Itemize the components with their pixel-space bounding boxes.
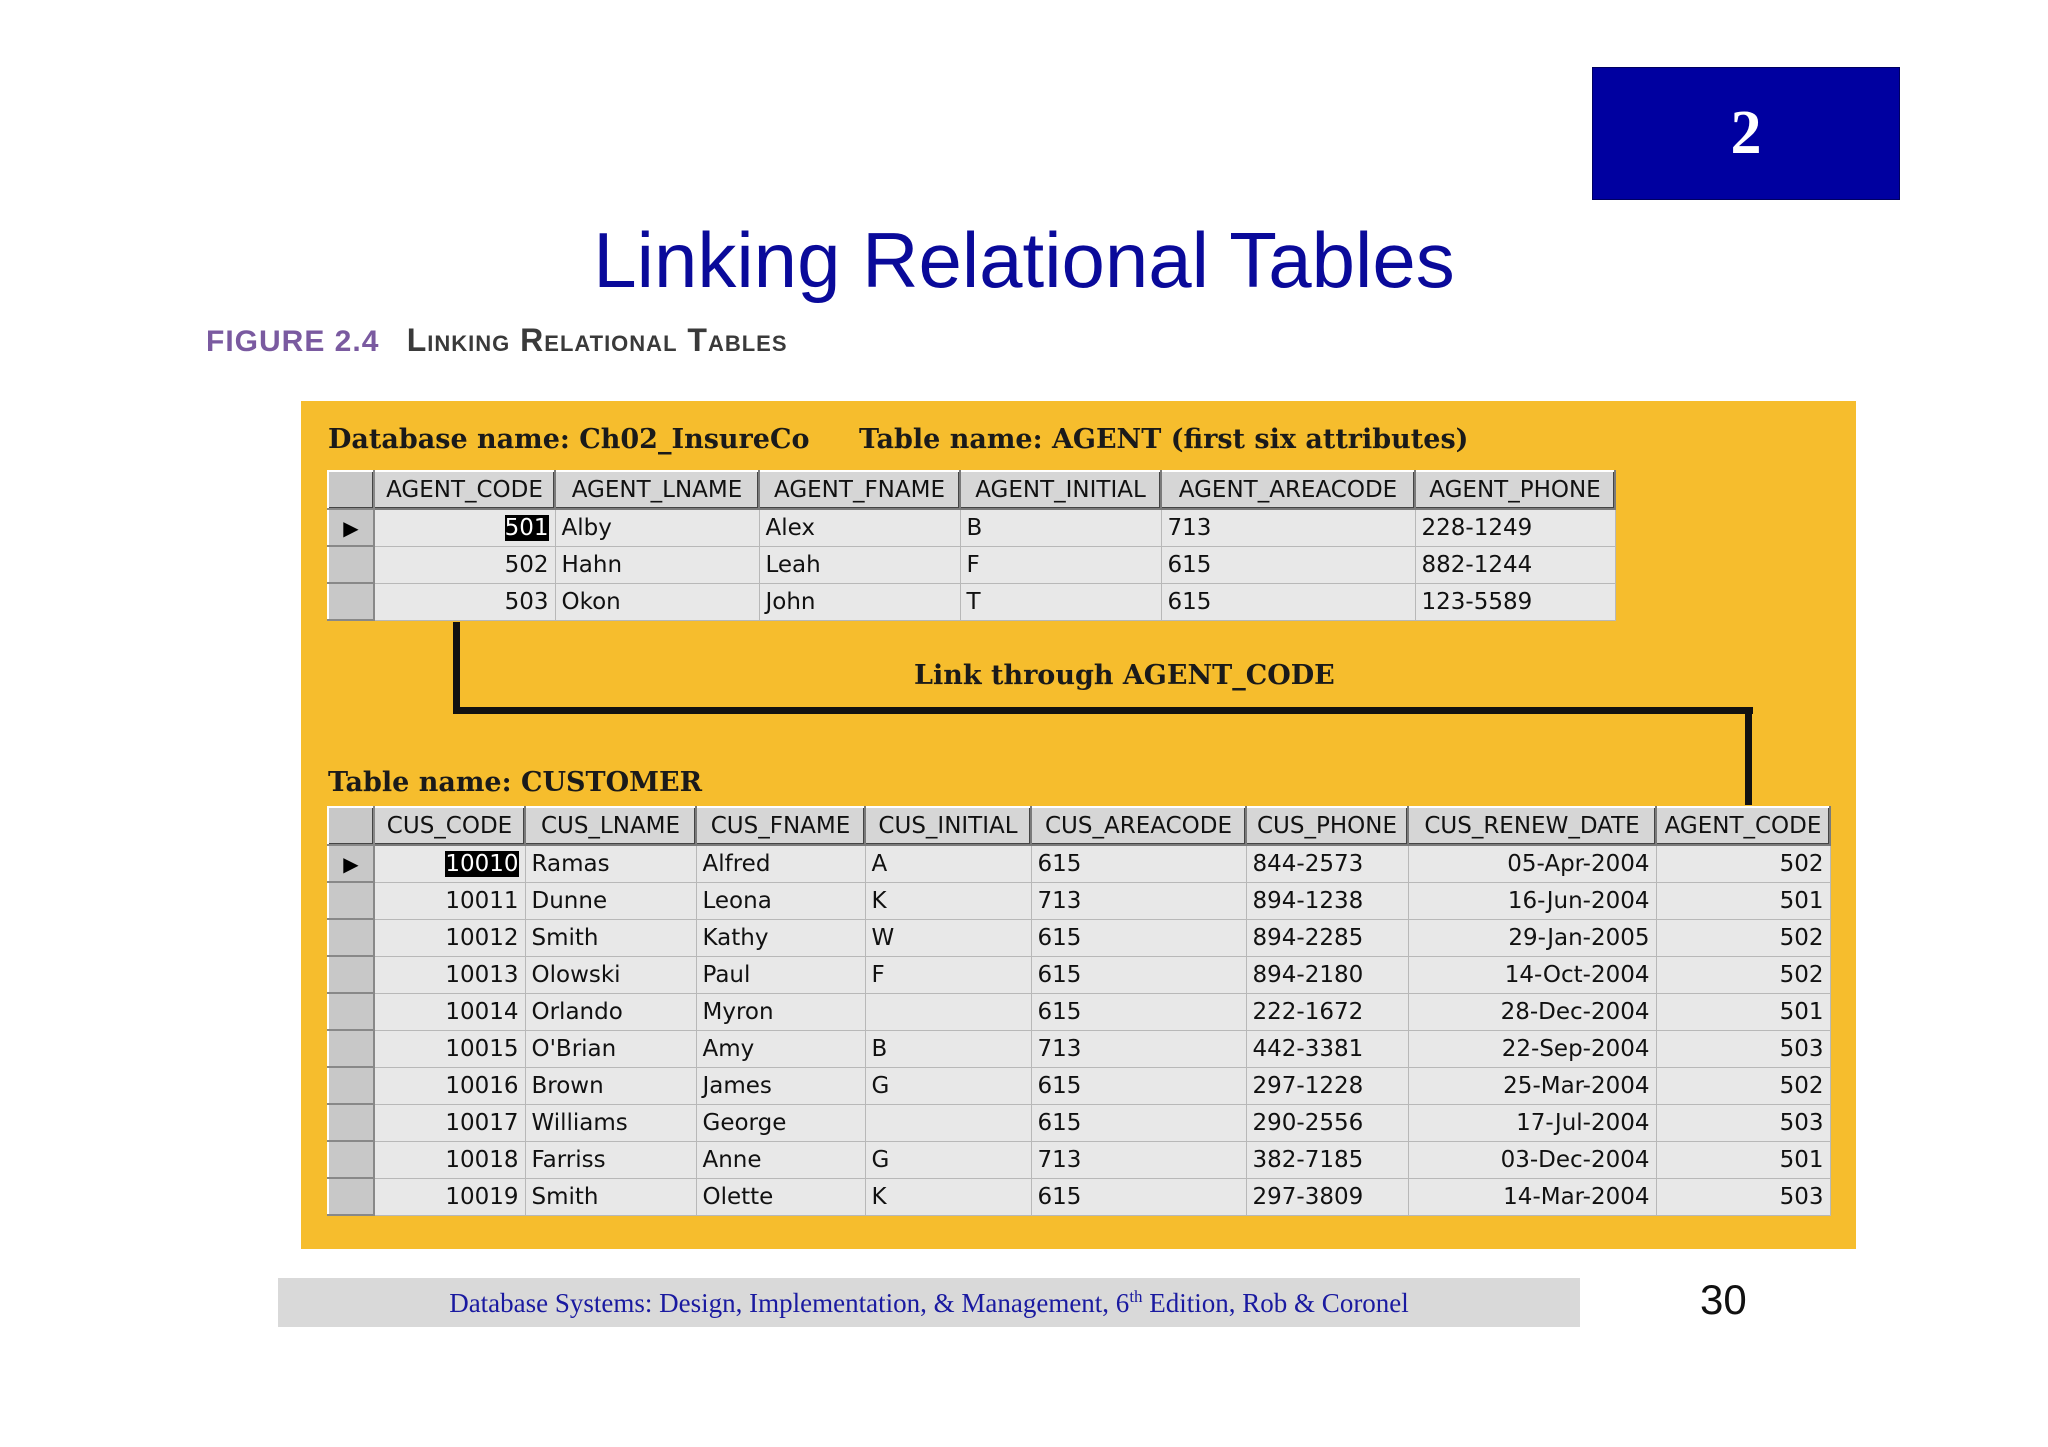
table-cell[interactable]: [1408, 956, 1656, 993]
row-selector[interactable]: [328, 845, 374, 882]
slide-title: Linking Relational Tables: [593, 216, 1455, 304]
cell-value: 501: [1779, 887, 1824, 914]
column-header-cus-phone[interactable]: CUS_PHONE: [1246, 807, 1408, 845]
table-cell[interactable]: [865, 1104, 1031, 1141]
table-cell[interactable]: [865, 956, 1031, 993]
cell-value: 29-Jan-2005: [1508, 924, 1650, 951]
cell-value: 501: [1779, 998, 1824, 1025]
cell-value: 382-7185: [1252, 1146, 1364, 1173]
cell-value: 615: [1167, 588, 1212, 615]
table-cell[interactable]: [374, 1067, 525, 1104]
table-cell[interactable]: [1161, 546, 1415, 583]
cell-value: K: [871, 887, 887, 914]
customer-table: [327, 806, 1831, 1216]
column-header-cus-initial[interactable]: CUS_INITIAL: [865, 807, 1031, 845]
cell-value: Farriss: [531, 1146, 606, 1173]
cell-value: G: [871, 1072, 890, 1099]
cell-value: John: [765, 588, 816, 615]
table-cell[interactable]: [865, 845, 1031, 882]
row-selector[interactable]: [328, 583, 374, 620]
table-cell[interactable]: [1031, 1141, 1246, 1178]
table-cell[interactable]: [1031, 845, 1246, 882]
cell-value: 502: [1779, 924, 1824, 951]
database-name-label: Database name: Ch02_InsureCo: [328, 424, 810, 455]
cell-value: 615: [1037, 961, 1082, 988]
table-cell[interactable]: [525, 1030, 696, 1067]
table-cell[interactable]: [1246, 845, 1408, 882]
cell-value: George: [702, 1109, 787, 1136]
table-cell[interactable]: [1246, 1141, 1408, 1178]
cell-value: 442-3381: [1252, 1035, 1364, 1062]
table-cell[interactable]: [1246, 1067, 1408, 1104]
cell-value: 615: [1037, 1183, 1082, 1210]
table-cell[interactable]: [1031, 956, 1246, 993]
cell-value: Leah: [765, 551, 821, 578]
cell-value: Okon: [561, 588, 621, 615]
cell-value: 615: [1037, 998, 1082, 1025]
cell-value: A: [871, 850, 888, 877]
table-cell[interactable]: [1656, 1030, 1830, 1067]
column-header-cus-code[interactable]: CUS_CODE: [374, 807, 525, 845]
cell-value: 894-2180: [1252, 961, 1364, 988]
table-cell[interactable]: [1246, 956, 1408, 993]
table-cell[interactable]: [1415, 509, 1615, 546]
table-row[interactable]: [328, 919, 1830, 956]
row-selector[interactable]: [328, 546, 374, 583]
table-cell[interactable]: [865, 1141, 1031, 1178]
cell-value: 503: [504, 588, 549, 615]
figure-title: Linking Relational Tables: [406, 322, 788, 358]
cell-value: 501: [1779, 1146, 1824, 1173]
cell-value: Orlando: [531, 998, 623, 1025]
cell-value: 615: [1037, 924, 1082, 951]
table-cell[interactable]: [1246, 1104, 1408, 1141]
table-cell[interactable]: [374, 546, 555, 583]
table-cell[interactable]: [960, 583, 1161, 620]
cell-value: 502: [504, 551, 549, 578]
column-header-cus-fname[interactable]: CUS_FNAME: [696, 807, 865, 845]
table-cell[interactable]: [1408, 919, 1656, 956]
row-selector[interactable]: [328, 1030, 374, 1067]
table-cell[interactable]: [1408, 1030, 1656, 1067]
cell-value: Myron: [702, 998, 774, 1025]
table-cell[interactable]: [1161, 583, 1415, 620]
column-header-agent-code[interactable]: AGENT_CODE: [374, 471, 555, 509]
table-cell[interactable]: [555, 583, 759, 620]
table-cell[interactable]: [1415, 583, 1615, 620]
table-row[interactable]: [328, 956, 1830, 993]
cell-value: 10016: [445, 1072, 519, 1099]
cell-value: Brown: [531, 1072, 604, 1099]
table-cell[interactable]: [759, 509, 960, 546]
row-selector[interactable]: [328, 993, 374, 1030]
cell-value: 615: [1037, 850, 1082, 877]
table-cell[interactable]: [1656, 882, 1830, 919]
table-cell[interactable]: [1408, 1104, 1656, 1141]
table-cell[interactable]: [525, 882, 696, 919]
cell-value: 894-2285: [1252, 924, 1364, 951]
column-header-agent-areacode[interactable]: AGENT_AREACODE: [1161, 471, 1415, 509]
table-cell[interactable]: [1656, 919, 1830, 956]
cell-value: 297-1228: [1252, 1072, 1364, 1099]
cell-value: O'Brian: [531, 1035, 617, 1062]
table-cell[interactable]: [759, 583, 960, 620]
cell-value: 10013: [445, 961, 519, 988]
cell-value: 03-Dec-2004: [1500, 1146, 1650, 1173]
table-cell[interactable]: [696, 1104, 865, 1141]
table-row[interactable]: [328, 1030, 1830, 1067]
table-cell[interactable]: [1031, 1067, 1246, 1104]
cell-value: 844-2573: [1252, 850, 1364, 877]
cell-value: G: [871, 1146, 890, 1173]
table-cell[interactable]: [555, 546, 759, 583]
table-cell[interactable]: [374, 956, 525, 993]
column-header-agent-phone[interactable]: AGENT_PHONE: [1415, 471, 1615, 509]
table-cell[interactable]: [1031, 1030, 1246, 1067]
cell-value: 615: [1167, 551, 1212, 578]
cell-value: 10017: [445, 1109, 519, 1136]
table-cell[interactable]: [865, 919, 1031, 956]
cell-value: W: [871, 924, 895, 951]
cell-value: Leona: [702, 887, 772, 914]
table-cell[interactable]: [374, 1178, 525, 1215]
table-cell[interactable]: [1161, 509, 1415, 546]
cell-value: 713: [1037, 1146, 1082, 1173]
cell-value: 16-Jun-2004: [1507, 887, 1650, 914]
cell-value: 713: [1037, 1035, 1082, 1062]
table-cell[interactable]: [1415, 546, 1615, 583]
cell-value: F: [966, 551, 980, 578]
cell-value: 25-Mar-2004: [1503, 1072, 1650, 1099]
footer-superscript: th: [1129, 1286, 1143, 1306]
table-cell[interactable]: [374, 993, 525, 1030]
cell-value: 503: [1779, 1109, 1824, 1136]
cell-value: Ramas: [531, 850, 610, 877]
table-cell[interactable]: [865, 993, 1031, 1030]
table-cell[interactable]: [374, 845, 525, 882]
agent-table: [327, 470, 1616, 621]
table-cell[interactable]: [865, 1030, 1031, 1067]
cell-value: Amy: [702, 1035, 755, 1062]
current-record-pointer-icon: ▶: [343, 851, 359, 876]
table-cell[interactable]: [1246, 919, 1408, 956]
table-cell[interactable]: [374, 1141, 525, 1178]
cell-value: 05-Apr-2004: [1507, 850, 1650, 877]
table-row[interactable]: [328, 1067, 1830, 1104]
table-cell[interactable]: [525, 993, 696, 1030]
table-cell[interactable]: [865, 882, 1031, 919]
table-cell[interactable]: [1656, 993, 1830, 1030]
cell-value: 14-Oct-2004: [1504, 961, 1650, 988]
table-cell[interactable]: [1656, 956, 1830, 993]
cell-value: 615: [1037, 1109, 1082, 1136]
table-cell[interactable]: [696, 845, 865, 882]
current-record-pointer-icon: ▶: [343, 515, 359, 540]
row-selector[interactable]: [328, 1141, 374, 1178]
cell-value: Smith: [531, 1183, 599, 1210]
cell-value: Olowski: [531, 961, 621, 988]
table-cell[interactable]: [696, 1030, 865, 1067]
link-connector-horizontal: [453, 707, 1753, 714]
table-cell[interactable]: [696, 919, 865, 956]
cell-value: 503: [1779, 1183, 1824, 1210]
cell-value: Kathy: [702, 924, 769, 951]
table-cell[interactable]: [525, 1141, 696, 1178]
table-row[interactable]: [328, 882, 1830, 919]
cell-value: 297-3809: [1252, 1183, 1364, 1210]
cell-value: 228-1249: [1421, 514, 1533, 541]
figure-number: FIGURE 2.4: [206, 325, 380, 358]
row-selector-header[interactable]: [328, 807, 374, 845]
cell-value: Olette: [702, 1183, 774, 1210]
cell-value: 10015: [445, 1035, 519, 1062]
cell-value: Dunne: [531, 887, 608, 914]
table-cell[interactable]: [1656, 1141, 1830, 1178]
table-cell[interactable]: [525, 956, 696, 993]
table-cell[interactable]: [555, 509, 759, 546]
table-cell[interactable]: [374, 882, 525, 919]
cell-value: B: [871, 1035, 888, 1062]
cell-value: 10014: [445, 998, 519, 1025]
cell-value: 10010: [445, 850, 519, 877]
table-cell[interactable]: [374, 1030, 525, 1067]
table-row[interactable]: [328, 1141, 1830, 1178]
cell-value: 713: [1037, 887, 1082, 914]
footer-bar: [278, 1278, 1580, 1327]
table-cell[interactable]: [1656, 1104, 1830, 1141]
cell-value: Alby: [561, 514, 612, 541]
table-cell[interactable]: [525, 845, 696, 882]
table-cell[interactable]: [865, 1178, 1031, 1215]
chapter-number-badge: 2: [1592, 67, 1900, 200]
table-row[interactable]: [328, 583, 1615, 620]
table-cell[interactable]: [525, 919, 696, 956]
table-row[interactable]: [328, 1104, 1830, 1141]
link-connector-left: [453, 622, 460, 714]
cell-value: Williams: [531, 1109, 628, 1136]
row-selector[interactable]: [328, 919, 374, 956]
table-row[interactable]: [328, 509, 1615, 546]
table-row[interactable]: [328, 845, 1830, 882]
table-cell[interactable]: [525, 1104, 696, 1141]
table-cell[interactable]: [525, 1178, 696, 1215]
table-cell[interactable]: [1246, 882, 1408, 919]
column-header-cus-areacode[interactable]: CUS_AREACODE: [1031, 807, 1246, 845]
table-cell[interactable]: [960, 546, 1161, 583]
cell-value: 10012: [445, 924, 519, 951]
cell-value: James: [702, 1072, 772, 1099]
cell-value: K: [871, 1183, 887, 1210]
row-selector[interactable]: [328, 1178, 374, 1215]
link-label: Link through AGENT_CODE: [914, 660, 1335, 691]
cell-value: 501: [504, 514, 549, 541]
cell-value: 123-5589: [1421, 588, 1533, 615]
column-header-agent-fname[interactable]: AGENT_FNAME: [759, 471, 960, 509]
table-cell[interactable]: [525, 1067, 696, 1104]
table-cell[interactable]: [1656, 1067, 1830, 1104]
table-cell[interactable]: [1246, 1030, 1408, 1067]
cell-value: B: [966, 514, 983, 541]
table-cell[interactable]: [1656, 845, 1830, 882]
cell-value: 290-2556: [1252, 1109, 1364, 1136]
table-cell[interactable]: [374, 1104, 525, 1141]
row-selector-header[interactable]: [328, 471, 374, 509]
cell-value: Smith: [531, 924, 599, 951]
row-selector[interactable]: [328, 509, 374, 546]
cell-value: F: [871, 961, 885, 988]
cell-value: 615: [1037, 1072, 1082, 1099]
table-cell[interactable]: [1408, 845, 1656, 882]
cell-value: 14-Mar-2004: [1503, 1183, 1650, 1210]
table-cell[interactable]: [374, 919, 525, 956]
table-cell[interactable]: [865, 1067, 1031, 1104]
row-selector[interactable]: [328, 1067, 374, 1104]
table-cell[interactable]: [696, 1178, 865, 1215]
footer-text-tail: Edition, Rob & Coronel: [1142, 1287, 1409, 1318]
cell-value: 17-Jul-2004: [1516, 1109, 1650, 1136]
page-number: 30: [1700, 1276, 1747, 1323]
column-header-agent-initial[interactable]: AGENT_INITIAL: [960, 471, 1161, 509]
table-cell[interactable]: [1408, 1141, 1656, 1178]
cell-value: 502: [1779, 1072, 1824, 1099]
table-cell[interactable]: [759, 546, 960, 583]
figure-caption: [206, 322, 788, 359]
cell-value: Anne: [702, 1146, 762, 1173]
cell-value: T: [966, 588, 981, 615]
table-cell[interactable]: [1656, 1178, 1830, 1215]
cell-value: 713: [1167, 514, 1212, 541]
table-cell[interactable]: [696, 956, 865, 993]
column-header-agent-code[interactable]: AGENT_CODE: [1656, 807, 1830, 845]
cell-value: 10011: [445, 887, 519, 914]
row-selector[interactable]: [328, 956, 374, 993]
table-cell[interactable]: [1408, 993, 1656, 1030]
table-cell[interactable]: [1031, 1178, 1246, 1215]
table-cell[interactable]: [1031, 993, 1246, 1030]
table-cell[interactable]: [696, 1067, 865, 1104]
cell-value: Hahn: [561, 551, 623, 578]
table-cell[interactable]: [1408, 1178, 1656, 1215]
table-cell[interactable]: [1031, 919, 1246, 956]
table-cell[interactable]: [1031, 882, 1246, 919]
footer-text: [449, 1287, 1409, 1319]
cell-value: 502: [1779, 850, 1824, 877]
table-cell[interactable]: [696, 882, 865, 919]
row-selector[interactable]: [328, 882, 374, 919]
column-header-cus-renew-date[interactable]: CUS_RENEW_DATE: [1408, 807, 1656, 845]
cell-value: 894-1238: [1252, 887, 1364, 914]
table-cell[interactable]: [1408, 882, 1656, 919]
table-cell[interactable]: [696, 993, 865, 1030]
cell-value: 22-Sep-2004: [1501, 1035, 1650, 1062]
cell-value: Paul: [702, 961, 751, 988]
cell-value: 503: [1779, 1035, 1824, 1062]
cell-value: 222-1672: [1252, 998, 1364, 1025]
table-cell[interactable]: [1246, 1178, 1408, 1215]
table-cell[interactable]: [374, 583, 555, 620]
table-cell[interactable]: [374, 509, 555, 546]
cell-value: 502: [1779, 961, 1824, 988]
column-header-agent-lname[interactable]: AGENT_LNAME: [555, 471, 759, 509]
column-header-cus-lname[interactable]: CUS_LNAME: [525, 807, 696, 845]
customer-table-label: Table name: CUSTOMER: [328, 767, 703, 798]
table-cell[interactable]: [1246, 993, 1408, 1030]
cell-value: Alfred: [702, 850, 771, 877]
table-cell[interactable]: [696, 1141, 865, 1178]
cell-value: 28-Dec-2004: [1500, 998, 1650, 1025]
cell-value: 10019: [445, 1183, 519, 1210]
cell-value: 882-1244: [1421, 551, 1533, 578]
footer-text-main: Database Systems: Design, Implementation, & Management, 6: [449, 1287, 1130, 1318]
table-cell[interactable]: [1031, 1104, 1246, 1141]
table-row[interactable]: [328, 1178, 1830, 1215]
link-connector-right: [1745, 707, 1752, 805]
table-cell[interactable]: [960, 509, 1161, 546]
table-row[interactable]: [328, 993, 1830, 1030]
agent-table-label: Table name: AGENT (first six attributes): [859, 424, 1469, 455]
table-row[interactable]: [328, 546, 1615, 583]
table-cell[interactable]: [1408, 1067, 1656, 1104]
cell-value: 10018: [445, 1146, 519, 1173]
row-selector[interactable]: [328, 1104, 374, 1141]
cell-value: Alex: [765, 514, 815, 541]
